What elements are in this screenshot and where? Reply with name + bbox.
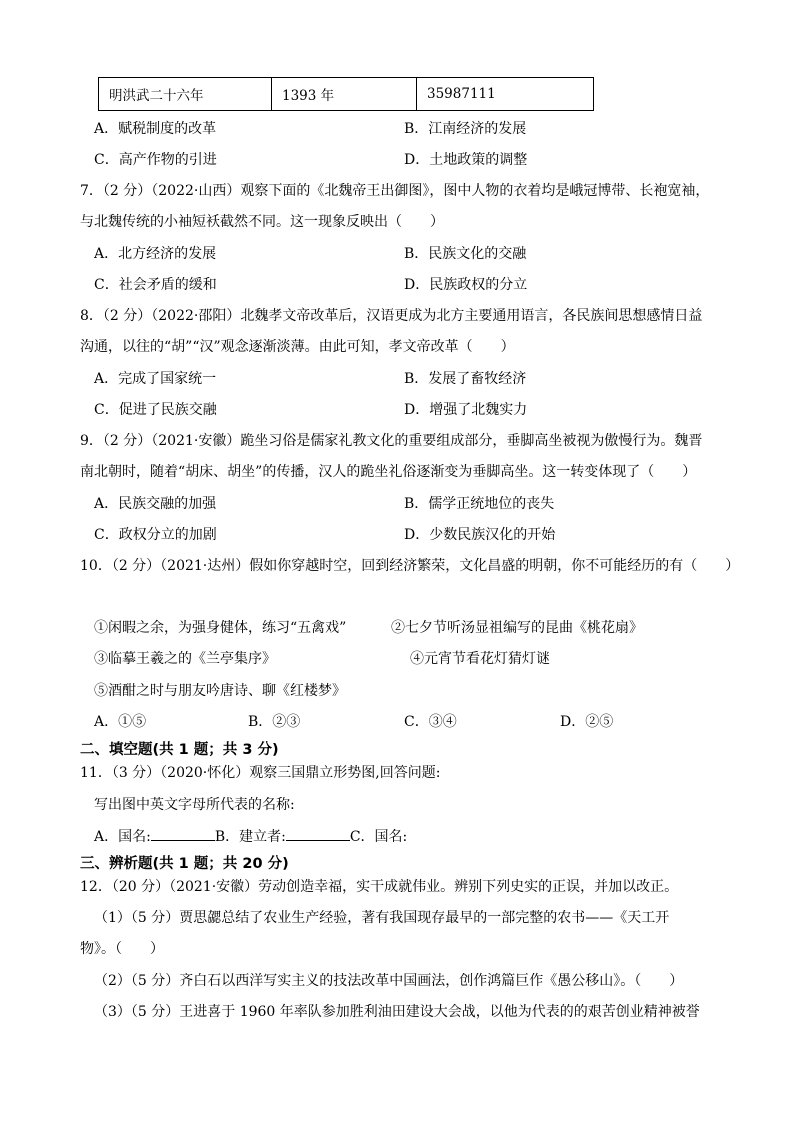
data-table [98,77,594,111]
q10-stem: 10．（2 分）（2021·达州）假如你穿越时空，回到经济繁荣，文化昌盛的明朝，你不可能经历的有（ ） [80,558,740,574]
q9-option-a[interactable]: A．民族交融的加强 [94,496,217,512]
q7-stem-line2: 与北魏传统的小袖短袄截然不同。这一现象反映出（ ） [80,214,444,230]
q10-option-d[interactable]: D．②⑤ [560,714,614,730]
q9-option-b[interactable]: B．儒学正统地位的丧失 [404,496,555,512]
q11-prompt: 写出图中英文字母所代表的名称: [94,797,295,813]
q9-option-d[interactable]: D．少数民族汉化的开始 [404,527,556,543]
q7-option-c[interactable]: C．社会矛盾的缓和 [94,277,217,293]
q11-blank-a[interactable] [151,826,215,841]
q10-option-a[interactable]: A．①⑤ [94,714,147,730]
q6-option-a[interactable]: A．赋税制度的改革 [94,121,217,137]
q12-part2: （2）（5 分）齐白石以西洋写实主义的技法改革中国画法，创作鸿篇巨作《愚公移山》。（ ） [94,973,684,989]
q7-option-a[interactable]: A．北方经济的发展 [94,246,217,262]
q8-stem-line1: 8．（2 分）（2022·邵阳）北魏孝文帝改革后，汉语更成为北方主要通用语言，各民族间思想感情日益 [80,308,703,324]
q11-answer-line [94,826,407,846]
q10-option-c[interactable]: C．③④ [404,714,457,730]
table-cell: 1393 年 [272,78,417,111]
q8-option-a[interactable]: A．完成了国家统一 [94,371,217,387]
q6-option-c[interactable]: C．高产作物的引进 [94,152,217,168]
section-heading-analysis: 三、辨析题(共 1 题；共 20 分) [80,856,289,872]
q10-item-2: ②七夕节听汤显祖编写的昆曲《桃花扇》 [391,620,643,636]
q10-item-5: ⑤酒酣之时与朋友吟唐诗、聊《红楼梦》 [94,683,346,699]
q11-label-a: A．国名: [94,829,151,845]
section-heading-fill-in: 二、填空题(共 1 题；共 3 分) [80,742,279,758]
q6-option-b[interactable]: B．江南经济的发展 [404,121,527,137]
q8-option-b[interactable]: B．发展了畜牧经济 [404,371,527,387]
q8-option-d[interactable]: D．增强了北魏实力 [404,402,528,418]
q10-item-4: ④元宵节看花灯猜灯谜 [410,651,550,667]
q12-part1-line2: 物》。（ ） [80,941,164,957]
table-cell: 明洪武二十六年 [99,78,272,111]
q12-part3: （3）（5 分）王进喜于 1960 年率队参加胜利油田建设大会战，以他为代表的的艰苦创业精神被誉 [94,1004,700,1020]
q8-stem-line2: 沟通，以往的“胡”“汉”观念逐渐淡薄。由此可知，孝文帝改革（ ） [80,339,515,355]
q11-stem: 11．（3 分）（2020·怀化）观察三国鼎立形势图,回答问题: [80,765,441,781]
q7-option-b[interactable]: B．民族文化的交融 [404,246,527,262]
q12-stem: 12．（20 分）（2021·安徽）劳动创造幸福，实干成就伟业。辨别下列史实的正误，并加以改正。 [80,879,679,895]
q12-part1-line1: （1）（5 分）贾思勰总结了农业生产经验，著有我国现存最早的一部完整的农书——《天工开 [94,910,670,926]
q11-label-c: C．国名: [349,829,408,845]
q10-item-3: ③临摹王羲之的《兰亭集序》 [94,651,276,667]
q9-stem-line1: 9．（2 分）（2021·安徽）跪坐习俗是儒家礼教文化的重要组成部分，垂脚高坐被视为傲慢行为。魏晋 [80,433,703,449]
q6-option-d[interactable]: D．土地政策的调整 [404,152,528,168]
q8-option-c[interactable]: C．促进了民族交融 [94,402,217,418]
q10-option-b[interactable]: B．②③ [248,714,301,730]
q9-option-c[interactable]: C．政权分立的加剧 [94,527,217,543]
table-cell: 35987111 [417,78,594,111]
q11-blank-b[interactable] [286,826,350,841]
table-row [99,78,594,111]
q11-label-b: B．建立者: [214,829,286,845]
q7-stem-line1: 7．（2 分）（2022·山西）观察下面的《北魏帝王出御图》，图中人物的衣着均是峨冠博带、长袍宽袖， [80,183,710,199]
q10-item-1: ①闲暇之余，为强身健体，练习“五禽戏” [94,620,347,636]
q9-stem-line2: 南北朝时，随着“胡床、胡坐”的传播，汉人的跪坐礼俗逐渐变为垂脚高坐。这一转变体现了（ ） [80,464,697,480]
q7-option-d[interactable]: D．民族政权的分立 [404,277,528,293]
